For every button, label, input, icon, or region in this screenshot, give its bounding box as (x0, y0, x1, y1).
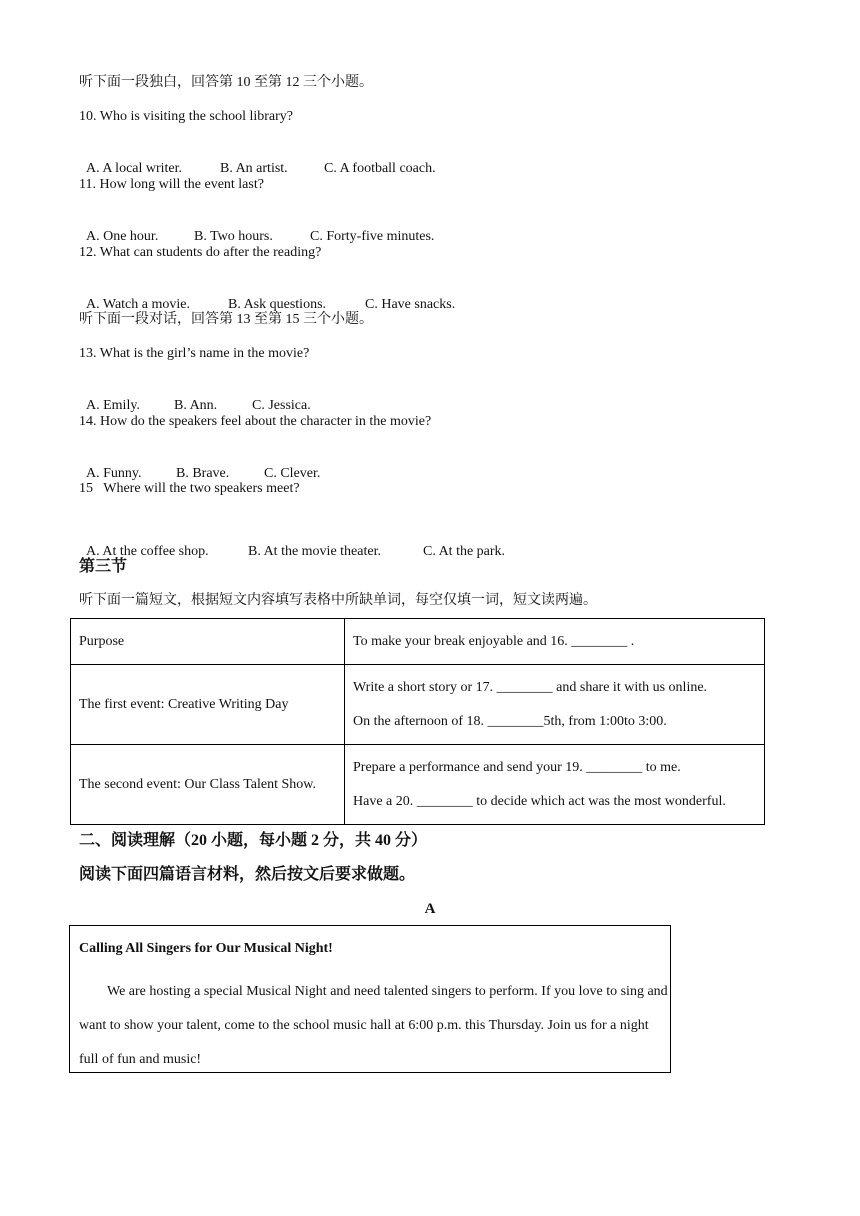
question-12: 12. What can students do after the reading? (79, 245, 322, 260)
question-13: 13. What is the girl’s name in the movie? (79, 346, 310, 361)
row-line: Have a 20. ________ to decide which act was the most wonderful. (353, 793, 726, 809)
row-line: Write a short story or 17. ________ and share it with us online. (353, 679, 708, 695)
option-a: A. One hour. (86, 229, 159, 244)
row-content (345, 745, 765, 825)
option-a: A. Watch a movie. (86, 297, 190, 312)
option-b: B. Two hours. (194, 229, 273, 244)
question-10: 10. Who is visiting the school library? (79, 109, 293, 124)
question-15-options (79, 525, 505, 561)
option-b: B. At the movie theater. (248, 544, 381, 559)
notice-box (69, 925, 671, 1073)
row-label: The second event: Our Class Talent Show. (71, 745, 345, 825)
option-b: B. Ann. (174, 398, 218, 413)
passage-label: A (424, 901, 436, 917)
option-c: C. At the park. (423, 544, 506, 559)
row-label: Purpose (71, 619, 345, 665)
row-line: To make your break enjoyable and 16. ________ . (353, 633, 635, 649)
row-content (345, 665, 765, 745)
option-c: C. Have snacks. (365, 297, 456, 312)
option-a: A. A local writer. (86, 161, 183, 176)
option-c: C. Forty-five minutes. (310, 229, 435, 244)
question-14: 14. How do the speakers feel about the character in the movie? (79, 414, 432, 429)
option-b: B. Ask questions. (228, 297, 327, 312)
row-content (345, 619, 765, 665)
row-line: On the afternoon of 18. ________5th, from 1:00to 3:00. (353, 713, 667, 729)
notice-title: Calling All Singers for Our Musical Night! (79, 941, 333, 956)
question-13-options (79, 379, 311, 415)
question-11-options (79, 210, 434, 246)
table-row (71, 619, 765, 665)
option-b: B. Brave. (176, 466, 230, 481)
option-b: B. An artist. (220, 161, 288, 176)
monologue-instruction: 听下面一段独白，回答第 10 至第 12 三个小题。 (79, 75, 373, 90)
table-row (71, 665, 765, 745)
table-row (71, 745, 765, 825)
reading-instruction: 阅读下面四篇语言材料，然后按文后要求做题。 (79, 866, 416, 883)
section-3-title: 第三节 (79, 558, 128, 575)
option-c: C. Jessica. (252, 398, 311, 413)
option-a: A. At the coffee shop. (86, 544, 209, 559)
question-12-options (79, 278, 455, 314)
option-a: A. Funny. (86, 466, 142, 481)
option-c: C. A football coach. (324, 161, 436, 176)
question-15: 15 Where will the two speakers meet? (79, 481, 300, 496)
question-14-options (79, 447, 320, 483)
row-label: The first event: Creative Writing Day (71, 665, 345, 745)
notice-body: We are hosting a special Musical Night and need talented singers to perform. If you love to sing and want to show your talent, come to the school music hall at 6:00 p.m. this Thursday. Join us for a night full of fun and music! (79, 984, 668, 1067)
notice-paragraph (79, 975, 669, 1077)
row-line: Prepare a performance and send your 19. ________ to me. (353, 759, 681, 775)
question-10-options (79, 142, 436, 178)
dialogue-instruction: 听下面一段对话，回答第 13 至第 15 三个小题。 (79, 312, 373, 327)
option-a: A. Emily. (86, 398, 140, 413)
option-c: C. Clever. (264, 466, 321, 481)
reading-section-title: 二、阅读理解（20 小题，每小题 2 分，共 40 分） (79, 832, 428, 849)
fill-in-table (70, 618, 765, 825)
section-3-instruction: 听下面一篇短文，根据短文内容填写表格中所缺单词，每空仅填一词，短文读两遍。 (79, 593, 597, 608)
question-11: 11. How long will the event last? (79, 177, 264, 192)
